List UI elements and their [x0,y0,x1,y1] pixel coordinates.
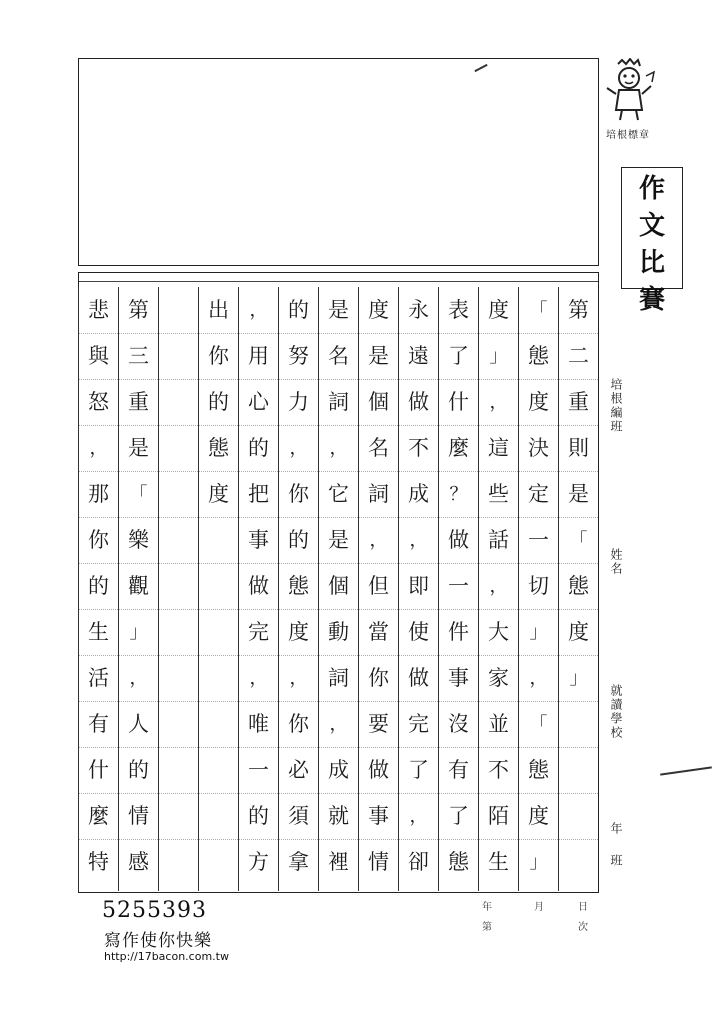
manuscript-char: 名 [368,436,389,460]
manuscript-char: 遠 [408,344,429,368]
manuscript-char: 唯 [248,712,269,736]
manuscript-char: ， [89,438,108,459]
manuscript-char: 」 [489,346,508,367]
grade-class-label: 班 [609,854,623,868]
manuscript-char: 出 [208,298,229,322]
manuscript-char: 三 [128,344,149,368]
manuscript-char: 度 [528,390,549,414]
manuscript-char: 了 [408,758,429,782]
manuscript-column [198,287,238,891]
cell-divider [559,701,598,702]
cell-divider [159,471,198,472]
manuscript-char: 些 [488,482,509,506]
manuscript-char: 不 [488,758,509,782]
manuscript-char: 拿 [288,850,309,874]
manuscript-char: ？ [449,484,468,505]
manuscript-char: 你 [88,528,109,552]
contest-title-box [621,167,683,315]
cell-divider [199,563,238,564]
manuscript-char: ， [489,392,508,413]
pen-stroke [474,64,487,72]
manuscript-char: 了 [448,344,469,368]
manuscript-char: 做 [248,574,269,598]
cell-divider [159,517,198,518]
manuscript-char: 那 [88,482,109,506]
manuscript-char: 定 [528,482,549,506]
manuscript-char: 話 [488,528,509,552]
cell-divider [199,793,238,794]
manuscript-char: 即 [408,574,429,598]
manuscript-char: 但 [368,574,389,598]
manuscript-char: 沒 [448,712,469,736]
cell-divider [159,747,198,748]
manuscript-column [518,287,558,891]
manuscript-char: 感 [128,850,149,874]
manuscript-char: 一 [448,574,469,598]
manuscript-column [78,287,118,891]
manuscript-char: 有 [448,758,469,782]
manuscript-char: 不 [408,436,429,460]
manuscript-column [438,287,478,891]
manuscript-char: 二 [568,344,589,368]
manuscript-char: 情 [128,804,149,828]
brand-slogan: 寫作使你快樂 [104,931,212,951]
manuscript-char: 心 [248,390,269,414]
manuscript-column [398,287,438,891]
manuscript-char: 力 [288,390,309,414]
manuscript-char: 麼 [448,436,469,460]
manuscript-char: ， [409,806,428,827]
manuscript-char: 的 [248,804,269,828]
manuscript-char: 件 [448,620,469,644]
manuscript-char: 」 [529,852,548,873]
manuscript-char: 並 [488,712,509,736]
manuscript-char: 陌 [488,804,509,828]
manuscript-char: 要 [368,712,389,736]
manuscript-char: 裡 [328,850,349,874]
manuscript-char: 詞 [368,482,389,506]
manuscript-char: 是 [368,344,389,368]
cell-divider [199,747,238,748]
pen-stroke [660,766,712,775]
manuscript-char: 一 [248,758,269,782]
manuscript-column [158,287,198,891]
manuscript-char: 」 [129,622,148,643]
manuscript-char: 你 [368,666,389,690]
manuscript-char: 「 [529,300,548,321]
manuscript-column [118,287,158,891]
manuscript-char: 事 [368,804,389,828]
footer-month-label: 月 [534,902,544,913]
manuscript-char: 「 [529,714,548,735]
stamp-label: 培根標章 [606,130,650,141]
manuscript-char: 態 [568,574,589,598]
manuscript-column [478,287,518,891]
manuscript-char: 完 [408,712,429,736]
footer-day-label: 日 [578,902,588,913]
school-label: 就讀學校 [609,684,623,740]
manuscript-char: 你 [288,482,309,506]
manuscript-char: 努 [288,344,309,368]
manuscript-char: ， [329,438,348,459]
manuscript-char: 一 [528,528,549,552]
cell-divider [159,655,198,656]
class-id-label: 培根編班 [609,378,623,434]
manuscript-char: 做 [408,390,429,414]
manuscript-column [278,287,318,891]
cell-divider [159,609,198,610]
manuscript-char: 悲 [88,298,109,322]
manuscript-char: 成 [408,482,429,506]
manuscript-char: 做 [448,528,469,552]
manuscript-char: 個 [368,390,389,414]
manuscript-char: 家 [488,666,509,690]
manuscript-char: ， [409,530,428,551]
brand-phone-number: 5255393 [102,898,207,923]
manuscript-char: ， [249,300,268,321]
teacher-comment-box [78,58,599,266]
manuscript-char: 態 [288,574,309,598]
manuscript-char: 怒 [88,390,109,414]
name-label: 姓名 [609,548,623,576]
cell-divider [159,793,198,794]
manuscript-char: 詞 [328,390,349,414]
manuscript-char: 活 [88,666,109,690]
manuscript-char: 態 [528,758,549,782]
manuscript-char: 「 [569,530,588,551]
manuscript-char: 永 [408,298,429,322]
manuscript-char: 做 [408,666,429,690]
manuscript-char: 度 [208,482,229,506]
manuscript-char: 則 [568,436,589,460]
grade-year-label: 年 [609,822,623,836]
manuscript-char: 情 [368,850,389,874]
cell-divider [159,425,198,426]
manuscript-char: 觀 [128,574,149,598]
manuscript-char: ， [249,668,268,689]
manuscript-char: 了 [448,804,469,828]
grid-top-rule [79,281,598,282]
manuscript-char: 當 [368,620,389,644]
manuscript-char: 麼 [88,804,109,828]
manuscript-char: 你 [208,344,229,368]
manuscript-char: 重 [128,390,149,414]
manuscript-char: 完 [248,620,269,644]
cell-divider [559,747,598,748]
manuscript-char: 的 [88,574,109,598]
manuscript-char: 是 [328,528,349,552]
cell-divider [199,655,238,656]
manuscript-char: 你 [288,712,309,736]
manuscript-char: 使 [408,620,429,644]
manuscript-char: 有 [88,712,109,736]
cell-divider [159,839,198,840]
manuscript-char: 度 [368,298,389,322]
manuscript-char: 把 [248,482,269,506]
manuscript-char: ， [289,438,308,459]
manuscript-char: 是 [568,482,589,506]
manuscript-char: 的 [288,528,309,552]
manuscript-char: 的 [288,298,309,322]
manuscript-char: 度 [488,298,509,322]
brand-url: http://17bacon.com.tw [104,950,229,963]
manuscript-char: 是 [328,298,349,322]
cell-divider [159,379,198,380]
manuscript-column [558,287,598,891]
manuscript-char: 必 [288,758,309,782]
manuscript-char: 切 [528,574,549,598]
manuscript-char: 「 [129,484,148,505]
manuscript-char: 的 [128,758,149,782]
manuscript-char: 就 [328,804,349,828]
manuscript-char: 態 [448,850,469,874]
manuscript-char: 事 [248,528,269,552]
manuscript-char: 它 [328,482,349,506]
manuscript-char: 」 [569,668,588,689]
cell-divider [199,701,238,702]
manuscript-char: 大 [488,620,509,644]
footer-ordinal-label: 第 [482,922,492,933]
manuscript-char: 人 [128,712,149,736]
manuscript-char: ， [489,576,508,597]
manuscript-char: ， [369,530,388,551]
mascot-stamp-icon [598,58,658,124]
manuscript-char: 是 [128,436,149,460]
cell-divider [159,701,198,702]
manuscript-char: ， [129,668,148,689]
contest-title-char: 作 [638,174,665,204]
manuscript-char: 卻 [408,850,429,874]
cell-divider [159,563,198,564]
manuscript-char: 事 [448,666,469,690]
manuscript-char: 名 [328,344,349,368]
manuscript-char: 度 [288,620,309,644]
manuscript-char: 與 [88,344,109,368]
manuscript-column [358,287,398,891]
manuscript-char: 特 [88,850,109,874]
manuscript-char: 第 [568,298,589,322]
manuscript-char: 態 [208,436,229,460]
manuscript-char: ， [289,668,308,689]
manuscript-char: ， [329,714,348,735]
manuscript-char: 個 [328,574,349,598]
manuscript-char: 做 [368,758,389,782]
bacon-stamp [598,58,658,144]
manuscript-char: 決 [528,436,549,460]
cell-divider [559,839,598,840]
manuscript-char: 方 [248,850,269,874]
manuscript-char: 詞 [328,666,349,690]
manuscript-char: 態 [528,344,549,368]
cell-divider [199,839,238,840]
manuscript-column [318,287,358,891]
manuscript-char: 度 [528,804,549,828]
manuscript-char: 這 [488,436,509,460]
manuscript-char: 生 [88,620,109,644]
contest-title-char: 賽 [638,285,665,315]
footer-year-label: 年 [482,902,492,913]
manuscript-char: 度 [568,620,589,644]
manuscript-char: 表 [448,298,469,322]
contest-title-char: 文 [638,211,665,241]
manuscript-char: 」 [529,622,548,643]
manuscript-char: 什 [448,390,469,414]
cell-divider [559,793,598,794]
manuscript-char: 樂 [128,528,149,552]
manuscript-char: 動 [328,620,349,644]
manuscript-char: 重 [568,390,589,414]
manuscript-char: ， [529,668,548,689]
manuscript-char: 用 [248,344,269,368]
manuscript-char: 生 [488,850,509,874]
manuscript-char: 第 [128,298,149,322]
manuscript-char: 的 [208,390,229,414]
cell-divider [199,609,238,610]
manuscript-char: 成 [328,758,349,782]
manuscript-grid [78,272,599,893]
manuscript-char: 須 [288,804,309,828]
manuscript-char: 的 [248,436,269,460]
cell-divider [159,333,198,334]
manuscript-column [238,287,278,891]
contest-title-char: 比 [638,248,665,278]
footer-count-label: 次 [578,922,588,933]
cell-divider [199,517,238,518]
manuscript-char: 什 [88,758,109,782]
